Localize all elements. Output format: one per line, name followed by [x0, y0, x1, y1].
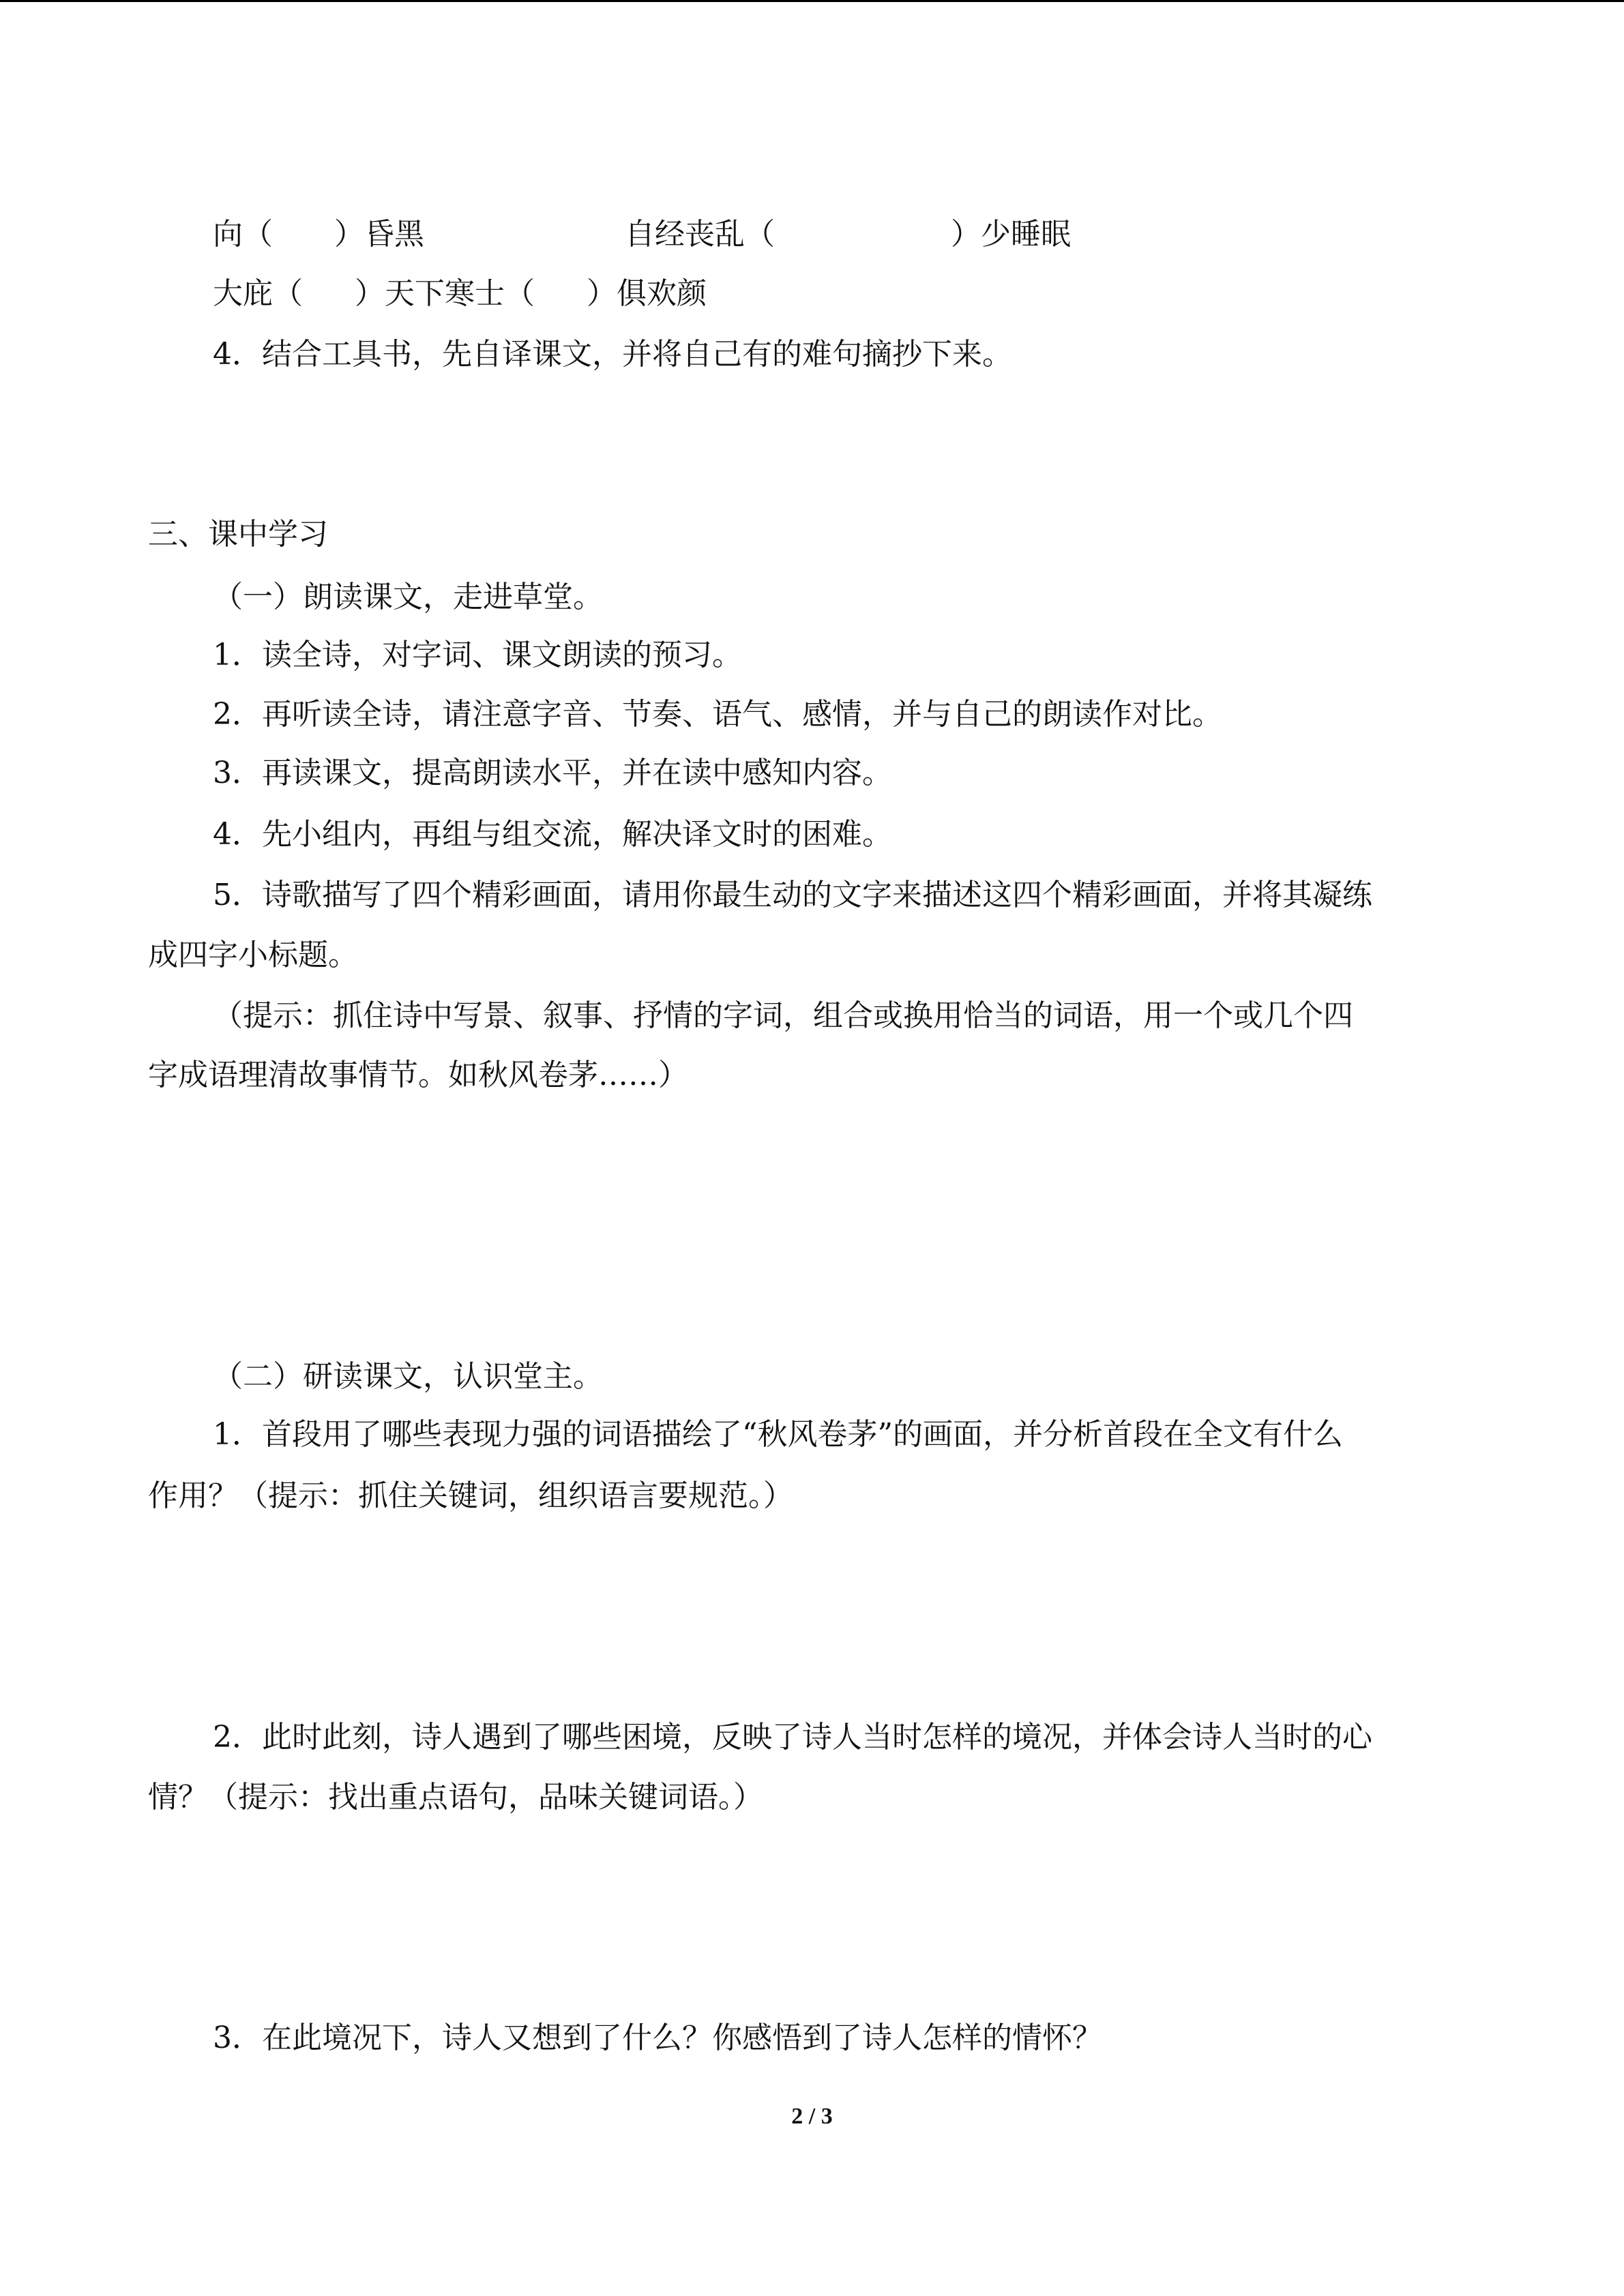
- blank-item-xiang: [213, 215, 424, 254]
- part-1-item-3: 3．再读课文，提高朗读水平，并在读中感知内容。: [213, 756, 892, 790]
- part-2-question-1-line-1: 1．首段用了哪些表现力强的词语描绘了“秋风卷茅”的画面，并分析首段在全文有什么: [213, 1417, 1343, 1452]
- part-1-item-5-line-1: 5．诗歌描写了四个精彩画面，请用你最生动的文字来描述这四个精彩画面，并将其凝练: [213, 878, 1372, 912]
- part-1-heading: （一）朗读课文，走进草堂。: [213, 580, 603, 614]
- part-1-hint-line-1: （提示：抓住诗中写景、叙事、抒情的字词，组合或换用恰当的词语，用一个或几个四: [213, 998, 1353, 1033]
- part-1-item-5-line-2: 成四字小标题。: [148, 938, 358, 972]
- part-1-item-2: 2．再听读全诗，请注意字音、节奏、语气、感情，并与自己的朗读作对比。: [213, 697, 1222, 732]
- blank-prefix: 大庇（: [213, 276, 303, 311]
- item-4-translate: 4．结合工具书，先自译课文，并将自己有的难句摘抄下来。: [213, 337, 1012, 372]
- fill-blank-row-2: [213, 275, 707, 313]
- page-number: 2 / 3: [791, 2104, 833, 2129]
- answer-space-part-1[interactable]: [148, 1105, 1473, 1350]
- part-2-question-1-line-2: 作用？（提示：抓住关键词，组织语言要规范。）: [148, 1478, 793, 1513]
- part-2-question-2-line-2: 情？（提示：找出重点语句，品味关键词语。）: [148, 1780, 763, 1815]
- blank-suffix: ）天下寒士（: [355, 276, 535, 311]
- blank-item-zijing: [625, 215, 1071, 254]
- section-3-heading: 三、课中学习: [148, 517, 328, 552]
- blank-prefix: 向（: [213, 217, 273, 252]
- page-top-border: [0, 0, 1624, 2]
- blank-suffix: ）俱欢颜: [587, 276, 707, 311]
- fill-blank-row-1: [0, 215, 1624, 254]
- blank-suffix: ）昏黑: [334, 217, 424, 252]
- part-2-question-3: 3．在此境况下，诗人又想到了什么？你感悟到了诗人怎样的情怀？: [213, 2021, 1102, 2055]
- part-1-item-1: 1．读全诗，对字词、课文朗读的预习。: [213, 638, 742, 672]
- answer-space-question-2[interactable]: [148, 1828, 1473, 2012]
- part-1-item-4: 4．先小组内，再组与组交流，解决译文时的困难。: [213, 817, 892, 852]
- part-2-question-2-line-1: 2．此时此刻，诗人遇到了哪些困境，反映了诗人当时怎样的境况，并体会诗人当时的心: [213, 1720, 1372, 1755]
- blank-prefix: 自经丧乱（: [625, 217, 775, 252]
- answer-space-question-1[interactable]: [148, 1527, 1473, 1712]
- part-1-hint-line-2: 字成语理清故事情节。如秋风卷茅……）: [148, 1058, 688, 1092]
- part-2-heading: （二）研读课文，认识堂主。: [213, 1359, 603, 1394]
- blank-suffix: ）少睡眠: [951, 217, 1071, 252]
